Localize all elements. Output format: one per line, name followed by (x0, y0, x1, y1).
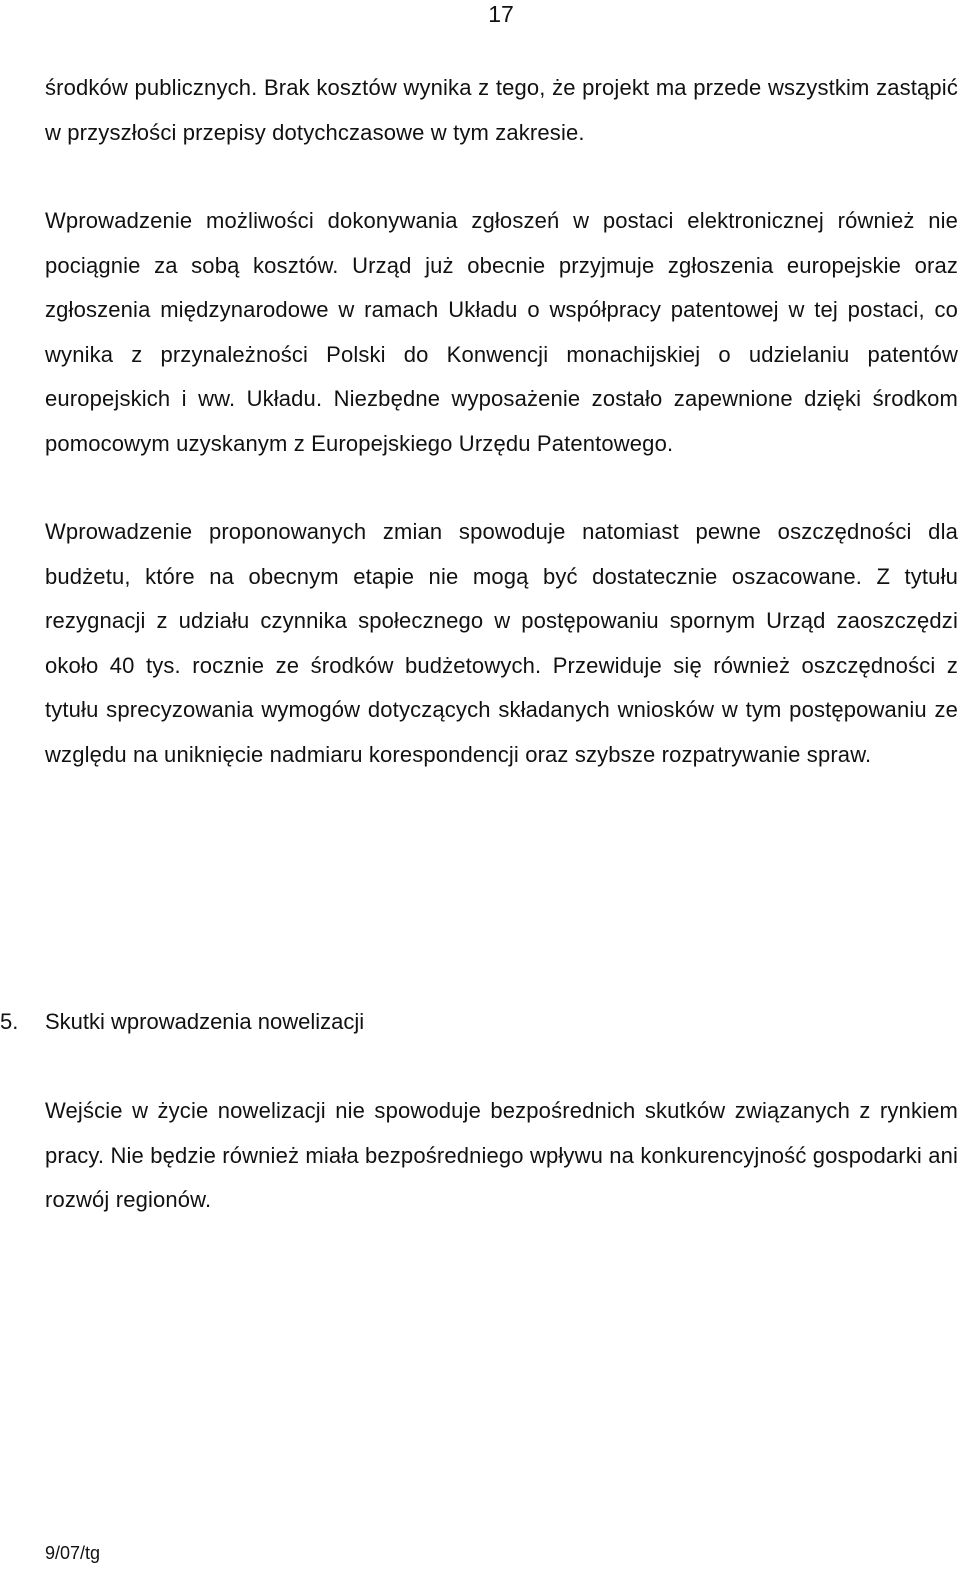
document-body (45, 66, 958, 777)
section-heading (0, 1000, 960, 1044)
section-number: 5. (0, 1009, 19, 1034)
paragraph-budget-savings: Wprowadzenie proponowanych zmian spowoduje natomiast pewne oszczędności dla budżetu, które na obecnym etapie nie mogą być dostatecznie oszacowane. Z tytułu rezygnacji z udziału czynnika społecznego w postępowaniu spornym Urząd zaoszczędzi około 40 tys. rocznie ze środków budżetowych. Przewiduje się również oszczędności z tytułu sprecyzowania wymogów dotyczących składanych wniosków w tym postępowaniu ze względu na uniknięcie nadmiaru korespondencji oraz szybsze rozpatrywanie spraw. (45, 519, 958, 767)
paragraph-electronic-filing: Wprowadzenie możliwości dokonywania zgłoszeń w postaci elektronicznej również nie pociągnie za sobą kosztów. Urząd już obecnie przyjmuje zgłoszenia europejskie oraz zgłoszenia międzynarodowe w ramach Układu o współpracy patentowej w tej postaci, co wynika z przynależności Polski do Konwencji monachijskiej o udzielaniu patentów europejskich i ww. Układu. Niezbędne wyposażenie zostało zapewnione dzięki środkom pomocowym uzyskanym z Europejskiego Urzędu Patentowego. (45, 208, 958, 456)
section-title: Skutki wprowadzenia nowelizacji (45, 1009, 365, 1034)
page-number: 17 (488, 1, 514, 27)
paragraph-labor-market-effects: Wejście w życie nowelizacji nie spowoduje bezpośrednich skutków związanych z rynkiem pracy. Nie będzie również miała bezpośredniego wpływu na konkurencyjność gospodarki ani rozwój regionów. (45, 1098, 958, 1212)
paragraph-costs-intro: środków publicznych. Brak kosztów wynika z tego, że projekt ma przede wszystkim zastąpić w przyszłości przepisy dotychczasowe w tym zakresie. (45, 75, 958, 145)
document-footer-code: 9/07/tg (45, 1543, 101, 1563)
